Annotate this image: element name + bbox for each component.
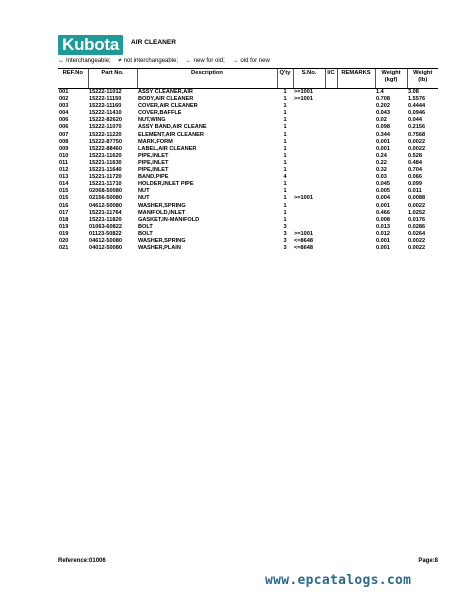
cell-description: BAND,PIPE <box>138 174 169 181</box>
column-header-label: Description <box>191 70 223 76</box>
cell-serial-no <box>293 174 325 181</box>
column-header-label: Weight <box>413 70 433 76</box>
cell-ref-no: 013 <box>59 174 69 181</box>
cell-weight-lb: 0.704 <box>408 167 422 174</box>
table-row <box>58 124 438 131</box>
column-header-qty <box>277 69 293 89</box>
legend-label: old for new <box>240 58 270 64</box>
cell-description: PIPE,INLET <box>138 152 169 159</box>
cell-ref-no: 001 <box>59 89 69 95</box>
column-header-weight-lb <box>407 69 438 89</box>
column-header-label: REF.No <box>62 70 83 76</box>
cell-weight-lb: 0.099 <box>408 181 422 188</box>
cell-part-no: 15221-11640 <box>89 167 122 174</box>
cell-serial-no <box>293 117 325 124</box>
column-header-label: S.No. <box>301 70 317 76</box>
cell-weight-lb: 0.0022 <box>408 202 426 209</box>
table-row <box>58 210 438 217</box>
cell-serial-no <box>293 203 325 210</box>
cell-serial-no <box>293 210 325 217</box>
cell-serial-no <box>293 181 325 188</box>
cell-ref-no: 003 <box>59 103 69 110</box>
cell-weight-lb: 0.2156 <box>408 124 426 131</box>
cell-part-no: 15222-11160 <box>89 103 122 110</box>
cell-weight-lb: 1.0252 <box>408 209 426 216</box>
column-header-label: Part No. <box>101 70 124 76</box>
cell-ref-no: 018 <box>59 216 69 223</box>
column-header-part-no <box>88 69 137 89</box>
parts-table <box>58 68 438 252</box>
cell-weight-lb: 0.4444 <box>408 103 426 110</box>
column-header-label: Q'ty <box>279 70 291 76</box>
legend-item <box>186 58 225 64</box>
cell-part-no: 04612-50080 <box>89 237 122 244</box>
cell-ic <box>325 96 337 103</box>
legend-item <box>118 58 178 64</box>
cell-remarks <box>337 96 375 103</box>
cell-serial-no: >=1001 <box>294 96 313 103</box>
table-row <box>58 195 438 202</box>
cell-part-no: 04012-50080 <box>89 245 122 252</box>
cell-weight-kgf: 0.32 <box>376 167 387 174</box>
cell-serial-no: >=1001 <box>294 89 313 95</box>
cell-serial-no <box>293 103 325 110</box>
cell-qty: 1 <box>283 159 287 166</box>
cell-weight-lb: 0.044 <box>408 117 422 124</box>
cell-remarks <box>337 89 375 97</box>
column-header-ref-no <box>58 69 88 89</box>
reference-number: Reference:01006 <box>58 558 106 564</box>
cell-ref-no: 016 <box>59 202 69 209</box>
cell-part-no: 01123-50822 <box>89 230 122 237</box>
legend-item <box>232 58 269 64</box>
cell-weight-lb: 0.0022 <box>408 237 426 244</box>
cell-weight-lb: 0.0264 <box>408 230 426 237</box>
cell-qty: 1 <box>283 181 287 188</box>
cell-ref-no: 007 <box>59 131 69 138</box>
cell-qty: 3 <box>283 223 287 230</box>
cell-remarks <box>337 160 375 167</box>
cell-serial-no: >=1001 <box>294 230 313 237</box>
cell-weight-kgf: 0.001 <box>376 138 390 145</box>
cell-ic <box>325 110 337 117</box>
cell-weight-kgf: 0.013 <box>376 223 390 230</box>
table-row <box>58 174 438 181</box>
table-row <box>58 103 438 110</box>
cell-ic <box>325 210 337 217</box>
cell-serial-no <box>293 139 325 146</box>
column-header-unit: (lb) <box>418 77 428 83</box>
cell-description: LABEL,AIR CLEANER <box>138 145 197 152</box>
cell-ic <box>325 117 337 124</box>
cell-ic <box>325 195 337 202</box>
cell-weight-kgf: 0.001 <box>376 245 390 252</box>
cell-remarks <box>337 217 375 224</box>
cell-serial-no <box>293 224 325 231</box>
cell-weight-kgf: 0.043 <box>376 110 390 117</box>
cell-part-no: 15222-11410 <box>89 110 122 117</box>
cell-ref-no: 011 <box>59 159 69 166</box>
cell-ic <box>325 132 337 139</box>
cell-ic <box>325 160 337 167</box>
cell-weight-lb: 0.0022 <box>408 138 426 145</box>
table-row <box>58 203 438 210</box>
cell-qty: 3 <box>283 230 287 237</box>
cell-weight-lb: 0.0946 <box>408 110 426 117</box>
cell-description: NUT <box>138 195 150 202</box>
cell-qty: 1 <box>283 145 287 152</box>
cell-qty: 1 <box>283 195 287 202</box>
page-title: AIR CLEANER <box>131 39 177 46</box>
cell-description: MARK,FORM <box>138 138 173 145</box>
column-header-serial-no <box>293 69 325 89</box>
cell-qty: 1 <box>283 110 287 117</box>
cell-description: MANIFOLD,INLET <box>138 209 186 216</box>
cell-ref-no: 010 <box>59 152 69 159</box>
table-row <box>58 245 438 252</box>
cell-remarks <box>337 103 375 110</box>
cell-description: GASKET,IN-MANIFOLD <box>138 216 200 223</box>
cell-ref-no: 021 <box>59 245 69 252</box>
table-row <box>58 224 438 231</box>
cell-remarks <box>337 146 375 153</box>
cell-part-no: 15222-11012 <box>89 89 122 95</box>
cell-ic <box>325 181 337 188</box>
cell-qty: 1 <box>283 96 287 103</box>
cell-ic <box>325 174 337 181</box>
cell-remarks <box>337 203 375 210</box>
cell-weight-kgf: 0.344 <box>376 131 390 138</box>
cell-weight-kgf: 0.202 <box>376 103 390 110</box>
cell-qty: 1 <box>283 152 287 159</box>
site-watermark: www.epcatalogs.com <box>265 573 412 588</box>
cell-part-no: 02068-50080 <box>89 188 122 195</box>
cell-description: PIPE,INLET <box>138 167 169 174</box>
cell-ref-no: 015 <box>59 188 69 195</box>
table-row <box>58 132 438 139</box>
cell-part-no: 15222-11070 <box>89 124 122 131</box>
cell-ic <box>325 103 337 110</box>
cell-ref-no: 004 <box>59 110 69 117</box>
cell-remarks <box>337 139 375 146</box>
column-header-ic <box>325 69 337 89</box>
cell-weight-kgf: 0.001 <box>376 237 390 244</box>
cell-remarks <box>337 124 375 131</box>
cell-ref-no: 015 <box>59 195 69 202</box>
cell-weight-kgf: 1.4 <box>376 89 384 95</box>
cell-serial-no <box>293 146 325 153</box>
table-row <box>58 117 438 124</box>
cell-ic <box>325 231 337 238</box>
legend-label: Interchangeable; <box>66 58 111 64</box>
cell-ic <box>325 217 337 224</box>
cell-description: NUT <box>138 188 150 195</box>
cell-ic <box>325 139 337 146</box>
legend-label: not interchangeable; <box>123 58 179 64</box>
cell-part-no: 15221-11630 <box>89 159 122 166</box>
cell-part-no: 15221-11820 <box>89 216 122 223</box>
cell-remarks <box>337 224 375 231</box>
cell-ref-no: 014 <box>59 181 69 188</box>
cell-remarks <box>337 210 375 217</box>
table-row <box>58 146 438 153</box>
cell-description: HOLDER,INLET PIPE <box>138 181 194 188</box>
table-body <box>58 89 438 253</box>
cell-ic <box>325 146 337 153</box>
cell-part-no: 15222-11150 <box>89 96 122 103</box>
cell-serial-no <box>293 124 325 131</box>
cell-ref-no: 006 <box>59 117 69 124</box>
cell-qty: 1 <box>283 216 287 223</box>
cell-part-no: 15222-11220 <box>89 131 122 138</box>
cell-weight-kgf: 0.466 <box>376 209 390 216</box>
cell-description: COVER,BAFFLE <box>138 110 182 117</box>
cell-weight-kgf: 0.001 <box>376 202 390 209</box>
cell-part-no: 15222-88460 <box>89 145 122 152</box>
cell-remarks <box>337 188 375 195</box>
cell-weight-kgf: 0.008 <box>376 216 390 223</box>
cell-remarks <box>337 231 375 238</box>
cell-ref-no: 017 <box>59 209 69 216</box>
table-row <box>58 160 438 167</box>
table-row <box>58 238 438 245</box>
cell-ic <box>325 167 337 174</box>
table-header <box>58 69 438 89</box>
cell-weight-kgf: 0.24 <box>376 152 387 159</box>
cell-serial-no: >=1001 <box>294 195 313 202</box>
cell-remarks <box>337 174 375 181</box>
column-header-label: REMARKS <box>341 70 371 76</box>
legend-item <box>58 58 111 64</box>
cell-description: NUT,WING <box>138 117 166 124</box>
cell-ic <box>325 188 337 195</box>
cell-part-no: 01063-60822 <box>89 223 122 230</box>
cell-part-no: 15221-11720 <box>89 174 122 181</box>
cell-weight-kgf: 0.005 <box>376 188 390 195</box>
cell-weight-kgf: 0.098 <box>376 124 390 131</box>
cell-remarks <box>337 245 375 252</box>
cell-qty: 3 <box>283 237 287 244</box>
cell-weight-lb: 0.0176 <box>408 216 426 223</box>
cell-weight-lb: 0.528 <box>408 152 422 159</box>
cell-qty: 1 <box>283 138 287 145</box>
cell-part-no: 04612-50080 <box>89 202 122 209</box>
arrow-right-icon: → <box>232 58 239 64</box>
cell-weight-kgf: 0.708 <box>376 96 390 103</box>
page-number: Page:8 <box>418 558 438 564</box>
column-header-description <box>137 69 277 89</box>
cell-remarks <box>337 181 375 188</box>
cell-description: BOLT <box>138 223 153 230</box>
cell-remarks <box>337 195 375 202</box>
cell-description: BOLT <box>138 230 153 237</box>
cell-weight-kgf: 0.012 <box>376 230 390 237</box>
column-header-unit: (kgf) <box>384 77 398 83</box>
cell-part-no: 15222-87750 <box>89 138 122 145</box>
cell-weight-lb: 0.0022 <box>408 245 426 252</box>
table-row <box>58 89 438 97</box>
cell-qty: 1 <box>283 202 287 209</box>
table-row <box>58 217 438 224</box>
column-header-label: Weight <box>381 70 401 76</box>
cell-remarks <box>337 238 375 245</box>
cell-ic <box>325 238 337 245</box>
not-interchangeable-icon: ≠ <box>118 58 122 64</box>
table-row <box>58 153 438 160</box>
cell-weight-kgf: 0.02 <box>376 117 387 124</box>
table-row <box>58 231 438 238</box>
legend-label: new for old; <box>193 58 225 64</box>
cell-ref-no: 006 <box>59 124 69 131</box>
cell-qty: 1 <box>283 117 287 124</box>
cell-weight-lb: 0.0088 <box>408 195 426 202</box>
cell-ic <box>325 124 337 131</box>
cell-serial-no: <=8648 <box>294 237 313 244</box>
cell-weight-kgf: 0.22 <box>376 159 387 166</box>
cell-serial-no <box>293 110 325 117</box>
cell-remarks <box>337 110 375 117</box>
cell-weight-lb: 0.0022 <box>408 145 426 152</box>
cell-serial-no <box>293 188 325 195</box>
cell-description: WASHER,SPRING <box>138 237 186 244</box>
cell-qty: 1 <box>283 188 287 195</box>
arrow-left-icon: ← <box>185 58 192 64</box>
cell-serial-no <box>293 132 325 139</box>
cell-weight-kgf: 0.03 <box>376 174 387 181</box>
cell-description: WASHER,SPRING <box>138 202 186 209</box>
cell-serial-no <box>293 160 325 167</box>
cell-remarks <box>337 132 375 139</box>
cell-description: ELEMENT,AIR CLEANER <box>138 131 204 138</box>
cell-ref-no: 008 <box>59 138 69 145</box>
cell-qty: 1 <box>283 103 287 110</box>
cell-ref-no: 020 <box>59 237 69 244</box>
cell-part-no: 15221-11710 <box>89 181 122 188</box>
cell-qty: 3 <box>283 245 287 252</box>
cell-part-no: 02156-50080 <box>89 195 122 202</box>
cell-remarks <box>337 167 375 174</box>
cell-description: ASSY BAND,AIR CLEANE <box>138 124 207 131</box>
cell-ic <box>325 153 337 160</box>
column-header-label: I/C <box>327 70 335 76</box>
cell-ref-no: 012 <box>59 167 69 174</box>
cell-ic <box>325 224 337 231</box>
cell-weight-lb: 0.7568 <box>408 131 426 138</box>
cell-weight-lb: 0.0286 <box>408 223 426 230</box>
table-row <box>58 96 438 103</box>
cell-qty: 1 <box>283 89 287 95</box>
cell-remarks <box>337 117 375 124</box>
table-row <box>58 139 438 146</box>
cell-ic <box>325 245 337 252</box>
cell-weight-lb: 3.08 <box>408 89 419 95</box>
cell-part-no: 15221-11764 <box>89 209 122 216</box>
kubota-logo: Kubota <box>58 35 123 55</box>
cell-qty: 1 <box>283 209 287 216</box>
cell-serial-no <box>293 167 325 174</box>
cell-weight-lb: 0.011 <box>408 188 422 195</box>
cell-serial-no <box>293 217 325 224</box>
column-header-remarks <box>337 69 375 89</box>
cell-ref-no: 019 <box>59 230 69 237</box>
cell-weight-kgf: 0.004 <box>376 195 390 202</box>
table-row <box>58 110 438 117</box>
table-row <box>58 181 438 188</box>
interchangeable-icon: ↔ <box>58 58 64 64</box>
cell-qty: 1 <box>283 124 287 131</box>
cell-part-no: 15221-11620 <box>89 152 122 159</box>
cell-qty: 1 <box>283 131 287 138</box>
cell-ic <box>325 203 337 210</box>
cell-part-no: 15222-82620 <box>89 117 122 124</box>
cell-description: COVER,AIR CLEANER <box>138 103 198 110</box>
cell-ic <box>325 89 337 97</box>
cell-qty: 1 <box>283 167 287 174</box>
table-row <box>58 188 438 195</box>
cell-weight-kgf: 0.045 <box>376 181 390 188</box>
cell-serial-no <box>293 153 325 160</box>
cell-remarks <box>337 153 375 160</box>
cell-description: WASHER,PLAIN <box>138 245 181 252</box>
cell-weight-lb: 0.484 <box>408 159 422 166</box>
cell-description: BODY,AIR CLEANER <box>138 96 194 103</box>
cell-weight-lb: 1.5576 <box>408 96 426 103</box>
cell-ref-no: 002 <box>59 96 69 103</box>
column-header-weight-kgf <box>375 69 407 89</box>
cell-description: ASSY CLEANER,AIR <box>138 89 193 95</box>
cell-qty: 4 <box>283 174 287 181</box>
cell-description: PIPE,INLET <box>138 159 169 166</box>
table-row <box>58 167 438 174</box>
cell-ref-no: 019 <box>59 223 69 230</box>
interchangeability-legend <box>58 58 276 64</box>
cell-ref-no: 009 <box>59 145 69 152</box>
cell-weight-kgf: 0.001 <box>376 145 390 152</box>
cell-weight-lb: 0.066 <box>408 174 422 181</box>
cell-serial-no: <=8648 <box>294 245 313 252</box>
